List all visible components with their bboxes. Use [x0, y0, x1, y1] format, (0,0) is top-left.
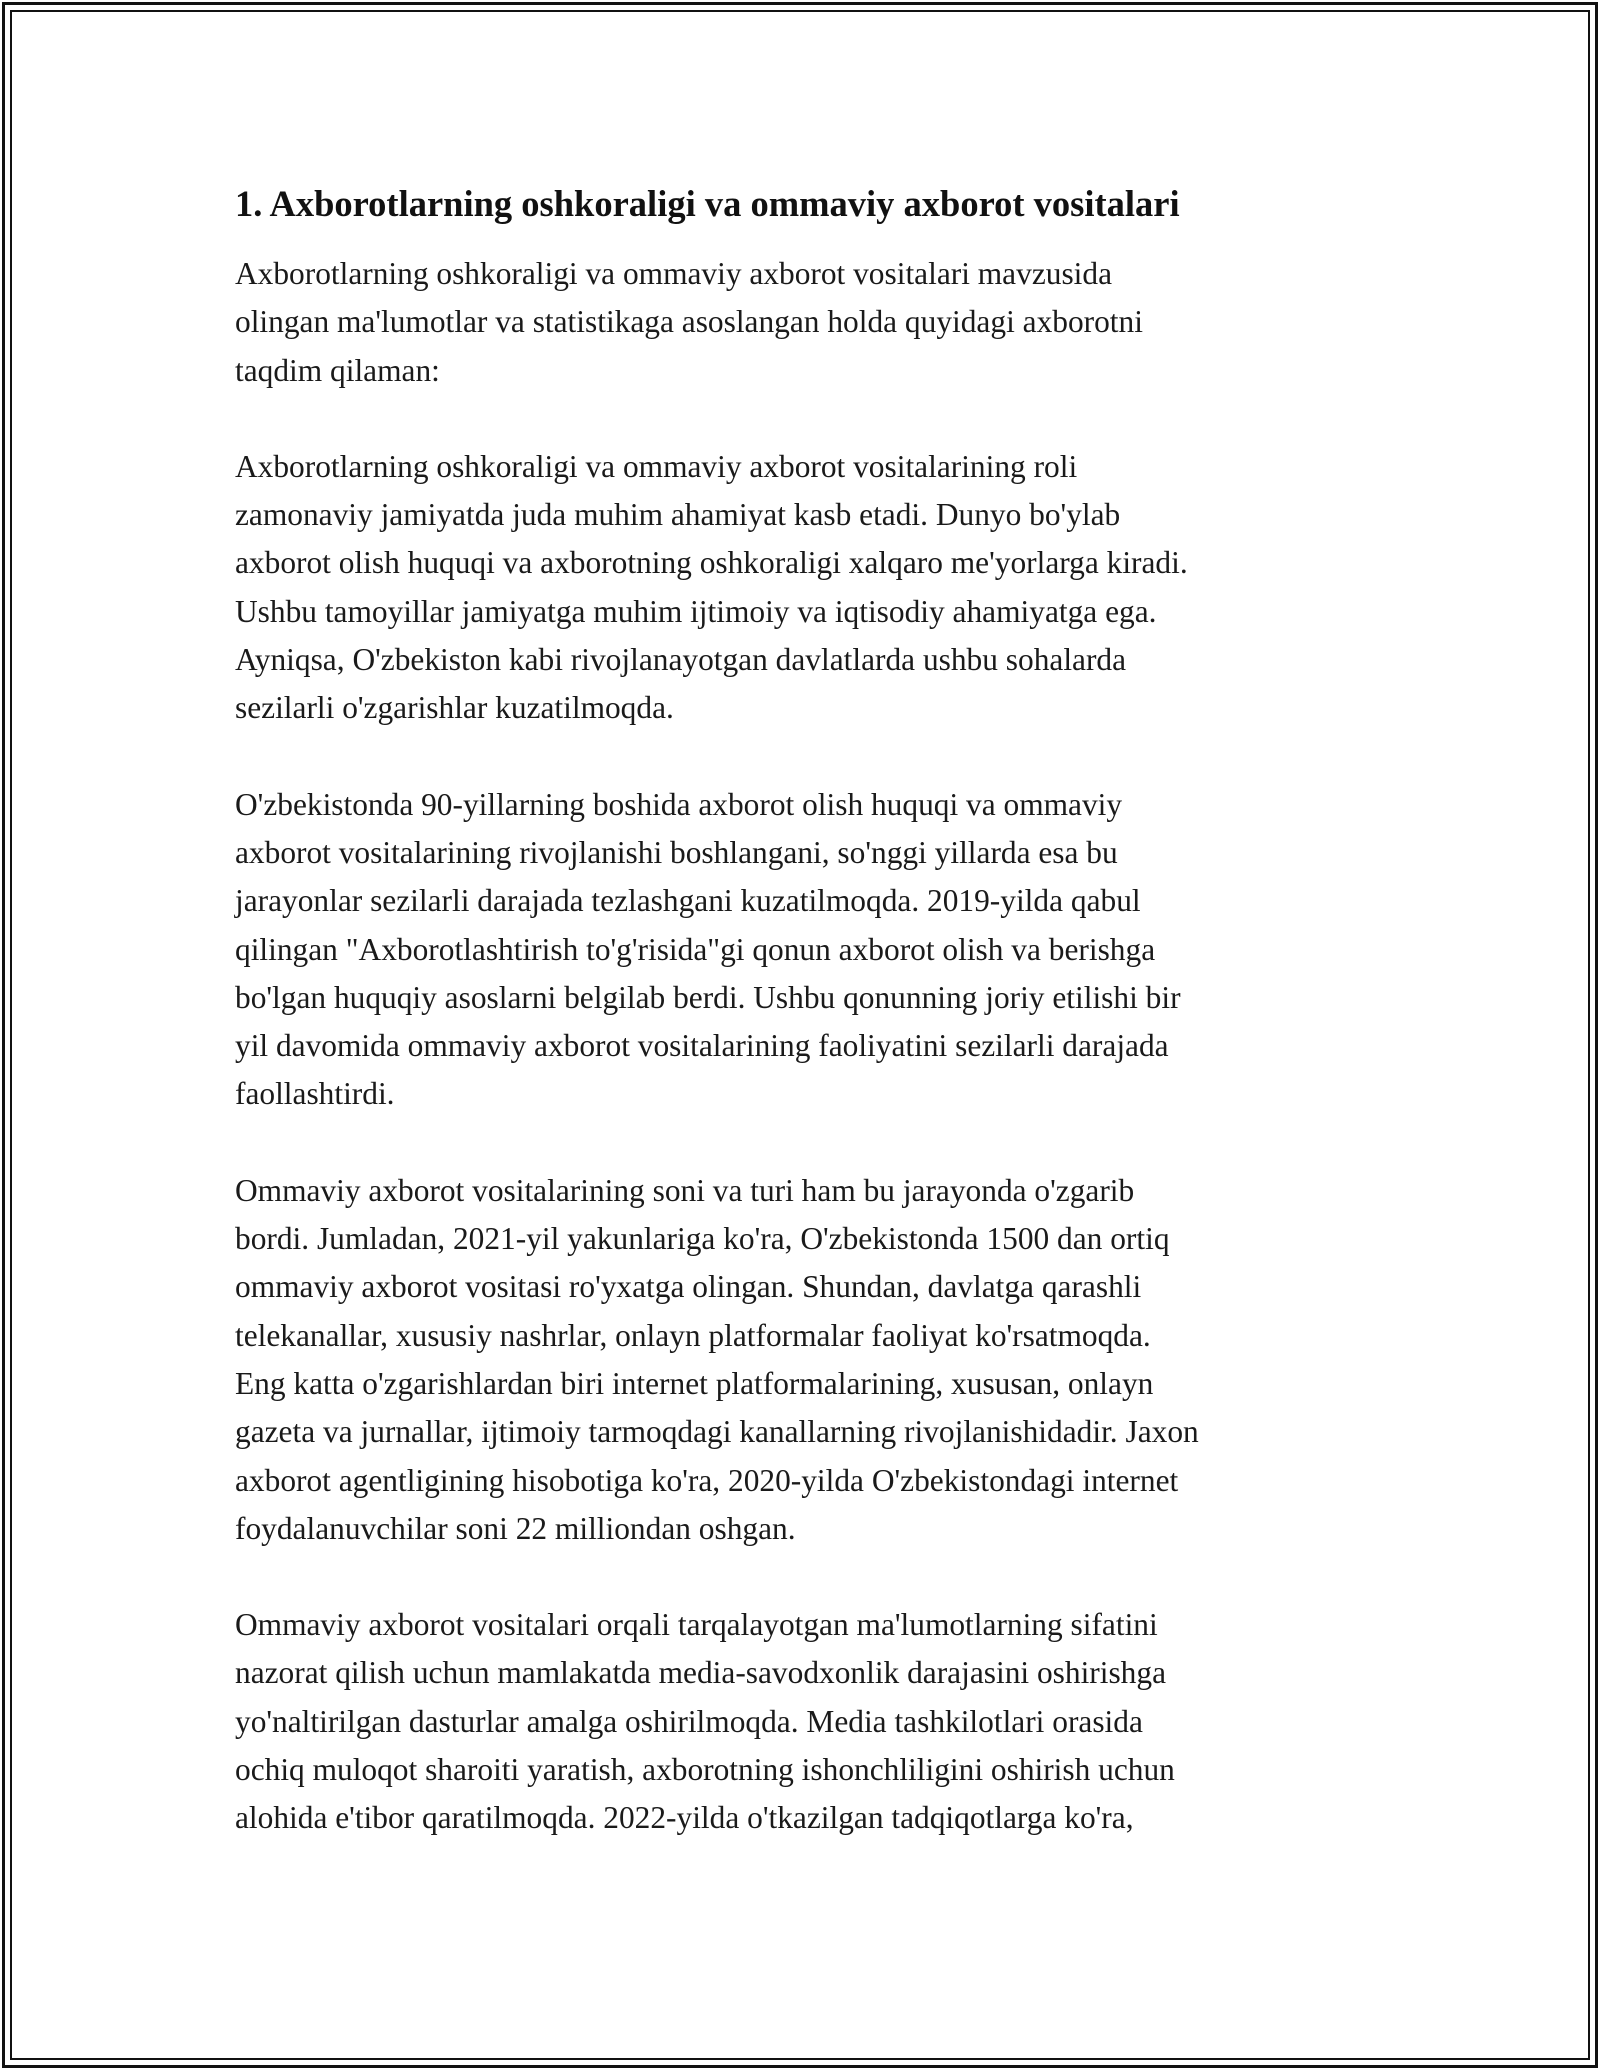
paragraph-media-literacy: Ommaviy axborot vositalari orqali tarqalayotgan ma'lumotlarning sifatini nazorat qilish uchun mamlakatda media-savodxonlik darajasini oshirishga yo'naltirilgan dasturlar amalga oshirilmoqda. Media tashkilotlari orasida ochiq muloqot sharoiti yaratish, axborotning ishonchliligini oshirish uchun alohida e'tibor qaratilmoqda. 2022-yilda o'tkazilgan tadqiqotlarga ko'ra,	[235, 1607, 1175, 1836]
paragraph-media-count: Ommaviy axborot vositalarining soni va turi ham bu jarayonda o'zgarib bordi. Jumladan, 2021-yil yakunlariga ko'ra, O'zbekistonda 1500 dan ortiq ommaviy axborot vositasi ro'yxatga olingan. Shundan, davlatga qarashli telekanallar, xususiy nashrlar, onlayn platformalar faoliyat ko'rsatmoqda. Eng katta o'zgarishlardan biri internet platformalarining, xususan, onlayn gazeta va jurnallar, ijtimoiy tarmoqdagi kanallarning rivojlanishidadir. Jaxon axborot agentligining hisobotiga ko'ra, 2020-yilda O'zbekistondagi internet foydalanuvchilar soni 22 milliondan oshgan.	[235, 1172, 1199, 1546]
document-body	[235, 180, 1370, 1891]
section-heading: 1. Axborotlarning oshkoraligi va ommaviy axborot vositalari	[235, 183, 1180, 224]
paragraph-role-of-media: Axborotlarning oshkoraligi va ommaviy axborot vositalarining roli zamonaviy jamiyatda juda muhim ahamiyat kasb etadi. Dunyo bo'ylab axborot olish huquqi va axborotning oshkoraligi xalqaro me'yorlarga kiradi. Ushbu tamoyillar jamiyatga muhim ijtimoiy va iqtisodiy ahamiyatga ega. Ayniqsa, O'zbekiston kabi rivojlanayotgan davlatlarda ushbu sohalarda sezilarli o'zgarishlar kuzatilmoqda.	[235, 448, 1188, 726]
paragraph-uzbekistan-history: O'zbekistonda 90-yillarning boshida axborot olish huquqi va ommaviy axborot vositalarining rivojlanishi boshlangani, so'nggi yillarda esa bu jarayonlar sezilarli darajada tezlashgani kuzatilmoqda. 2019-yilda qabul qilingan "Axborotlashtirish to'g'risida"gi qonun axborot olish va berishga bo'lgan huquqiy asoslarni belgilab berdi. Ushbu qonunning joriy etilishi bir yil davomida ommaviy axborot vositalarining faoliyatini sezilarli darajada faollashtirdi.	[235, 786, 1181, 1112]
paragraph-intro: Axborotlarning oshkoraligi va ommaviy axborot vositalari mavzusida olingan ma'lumotlar va statistikaga asoslangan holda quyidagi axborotni taqdim qilaman:	[235, 256, 1143, 388]
